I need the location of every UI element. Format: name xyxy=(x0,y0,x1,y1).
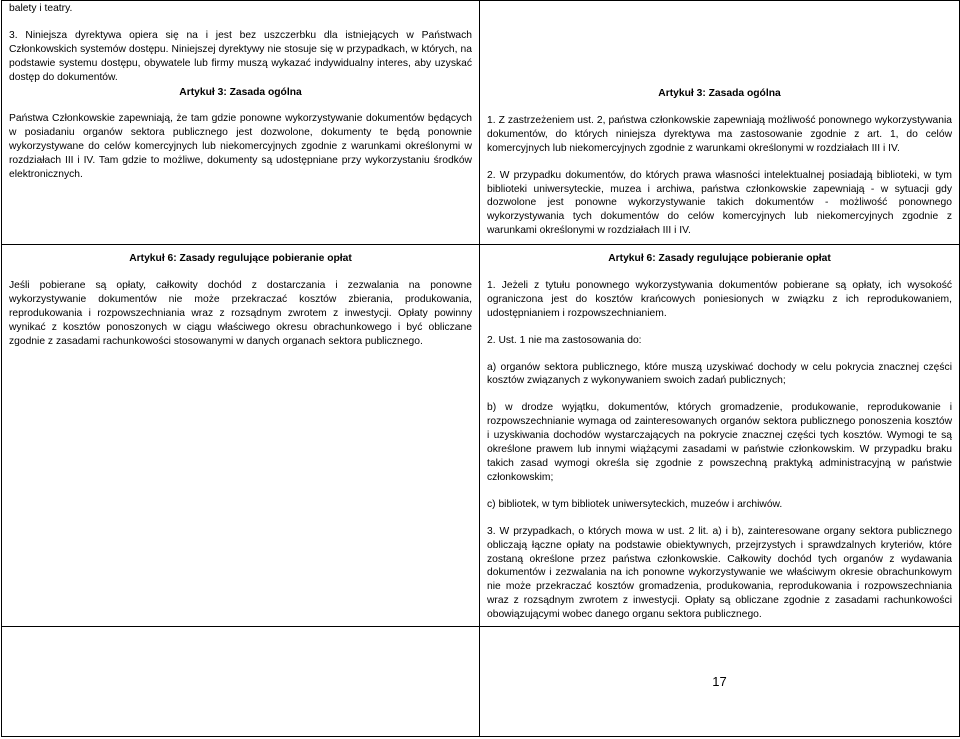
right-cell-article-6 xyxy=(480,245,960,627)
left-cell-article-3 xyxy=(2,1,480,245)
paragraph-article-3-right-2: 2. W przypadku dokumentów, do których prawa własności intelektualnej posiadają biblioteki, w tym biblioteki uniwersyteckie, muzea i archiwa, państwa członkowskie zapewniają - w sytuacji gdy dozwolone jest ponowne wykorzystywanie takich dokumentów - możliwość ponownego wykorzystywania tych dokumentów do celów komercyjnych lub niekomercyjnych zgodnie z warunkami określonymi w rozdziałach III i IV. xyxy=(487,169,952,237)
heading-article-3-right: Artykuł 3: Zasada ogólna xyxy=(658,88,781,99)
row-article-6 xyxy=(2,245,960,627)
right-cell-footer xyxy=(480,627,960,737)
comparison-table xyxy=(1,0,960,737)
heading-article-3-left: Artykuł 3: Zasada ogólna xyxy=(179,86,302,98)
paragraph-article-3-right-1: 1. Z zastrzeżeniem ust. 2, państwa członkowskie zapewniają możliwość ponownego wykorzystywania dokumentów, do których niniejsza dyrektywa ma zastosowanie zgodnie z art. 1, do celów komercyjnych lub niekomercyjnych zgodnie z warunkami określonymi w rozdziałach III i IV. xyxy=(487,114,952,154)
paragraph-article-6-right-3: 3. W przypadkach, o których mowa w ust. 2 lit. a) i b), zainteresowane organy sektora publicznego obliczają łączne opłaty na podstawie obiektywnych, przejrzystych i sprawdzalnych kryteriów, które zostaną określone przez państwa członkowskie. Całkowity dochód tych organów z wydawania dokumentów i zezwalania na ich ponowne wykorzystywanie we właściwym okresie obrachunkowym nie może przekraczać kosztów gromadzenia, produkowania, reprodukowania i rozpowszechniania wraz z rozsądnym zwrotem z inwestycji. Opłaty są obliczane zgodnie z zasadami rachunkowości obowiązującymi wobec danego organu sektora publicznego. xyxy=(487,525,952,621)
page-number: 17 xyxy=(712,674,727,689)
paragraph-article-6-right-1: 1. Jeżeli z tytułu ponownego wykorzystywania dokumentów pobierane są opłaty, ich wysokość ograniczona jest do kosztów krańcowych poniesionych w związku z ich reprodukowaniem, udostępnianiem i rozpowszechnianiem. xyxy=(487,279,952,319)
paragraph-article-6-left: Jeśli pobierane są opłaty, całkowity dochód z dostarczania i zezwalania na ponowne wykorzystywanie dokumentów nie może przekraczać kosztów zbierania, produkowania, reprodukowania i rozpowszechniania wraz z rozsądnym zwrotem z inwestycji. Opłaty powinny wynikać z kosztów ponoszonych w ciągu właściwego okresu obrachunkowego i być obliczane zgodnie z zasadami rachunkowości stosowanymi w danych organach sektora publicznego. xyxy=(9,279,472,347)
row-article-3 xyxy=(2,1,960,245)
left-cell-footer xyxy=(2,627,480,737)
paragraph-article-6-right-2: 2. Ust. 1 nie ma zastosowania do: xyxy=(487,334,642,346)
heading-article-6-right: Artykuł 6: Zasady regulujące pobieranie opłat xyxy=(608,253,831,264)
right-cell-article-3 xyxy=(480,1,960,245)
list-item-b: b) w drodze wyjątku, dokumentów, których gromadzenie, produkowanie, reprodukowanie i rozpowszechnianie wymaga od zainteresowanych organów sektora publicznego ponoszenia kosztów i uzyskiwania dochodów wystarczających na pokrycie znacznej części tych kosztów. Wymogi te są określone prawem lub innymi wiążącymi zasadami w państwie członkowskim. W przypadku braku takich zasad wymogi określa się zgodnie z powszechną praktyką administracyjną w państwie członkowskim; xyxy=(487,402,952,483)
line-balety: balety i teatry. xyxy=(9,3,73,14)
heading-article-6-left: Artykuł 6: Zasady regulujące pobieranie opłat xyxy=(129,253,352,264)
left-cell-article-6 xyxy=(2,245,480,627)
list-item-c: c) bibliotek, w tym bibliotek uniwersyteckich, muzeów i archiwów. xyxy=(487,498,783,510)
list-item-a: a) organów sektora publicznego, które muszą uzyskiwać dochody w celu pokrycia znacznej części kosztów związanych z wykonywaniem swoich zadań publicznych; xyxy=(487,361,952,387)
paragraph-3-access-systems: 3. Niniejsza dyrektywa opiera się na i jest bez uszczerbku dla istniejących w Państwach Członkowskich systemów dostępu. Niniejszej dyrektywy nie stosuje się w przypadkach, w których, na podstawie systemu dostępu, obywatele lub firmy muszą wykazać indywidualny interes, aby uzyskać dostęp do dokumentów. xyxy=(9,29,472,83)
paragraph-article-3-left: Państwa Członkowskie zapewniają, że tam gdzie ponowne wykorzystywanie dokumentów będących w posiadaniu organów sektora publicznego jest dozwolone, dokumenty te będą ponownie wykorzystywane do celów komercyjnych lub niekomercyjnych zgodnie z warunkami określonymi w rozdziałach III i IV. Tam gdzie to możliwe, dokumenty są udostępniane przy wykorzystaniu środków elektronicznych. xyxy=(9,113,472,181)
row-footer xyxy=(2,627,960,737)
